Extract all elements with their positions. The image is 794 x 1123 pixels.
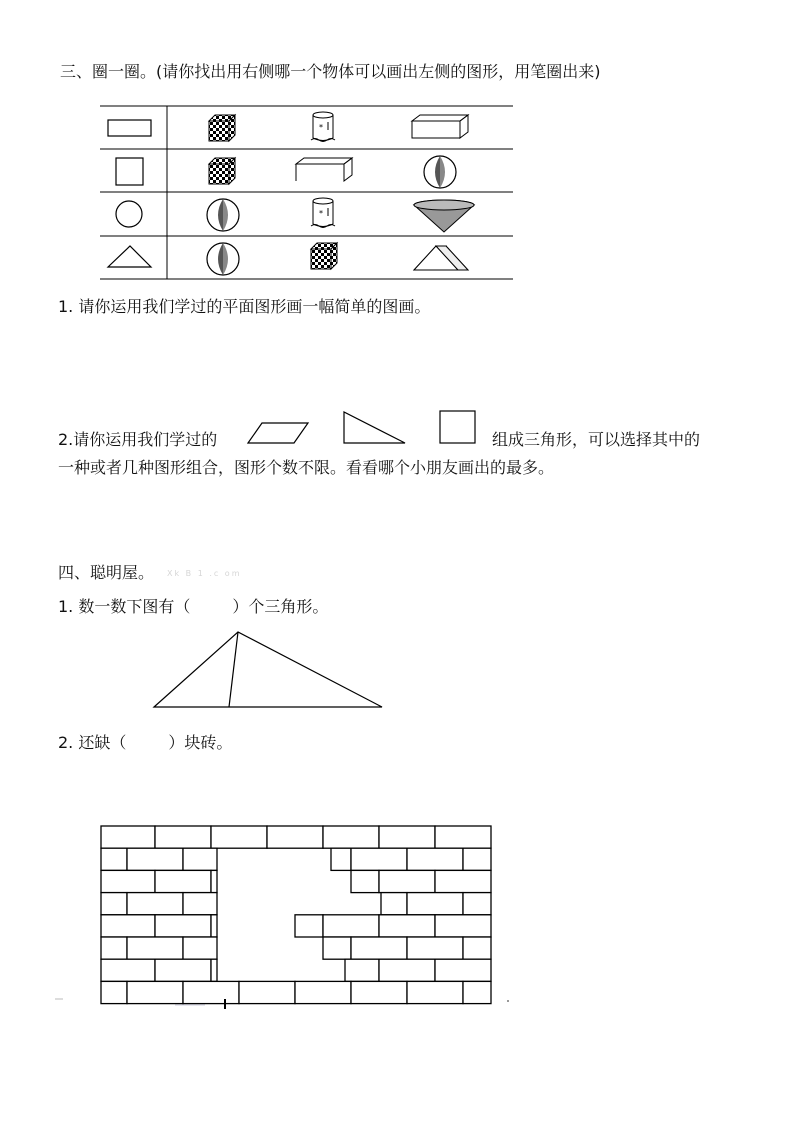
brick bbox=[183, 937, 217, 959]
brick bbox=[101, 893, 127, 915]
brick bbox=[379, 826, 435, 848]
scan-marks bbox=[55, 995, 515, 1011]
cylinder-cup-icon[interactable] bbox=[308, 110, 338, 146]
brick bbox=[463, 848, 491, 870]
brick bbox=[379, 870, 435, 892]
brick bbox=[435, 870, 491, 892]
rubiks-cube-icon[interactable] bbox=[207, 113, 237, 143]
cuboid-icon[interactable] bbox=[410, 113, 470, 141]
brick bbox=[183, 848, 217, 870]
brick bbox=[101, 848, 127, 870]
brick bbox=[211, 915, 217, 937]
svg-text:*: * bbox=[319, 123, 323, 132]
brick bbox=[101, 959, 155, 981]
rubiks-cube-icon[interactable] bbox=[309, 241, 339, 271]
question-2-suffix: 组成三角形，可以选择其中的 bbox=[492, 430, 701, 449]
brick bbox=[211, 826, 267, 848]
brick bbox=[127, 893, 183, 915]
brick bbox=[331, 848, 351, 870]
svg-text:*: * bbox=[319, 209, 323, 218]
brick bbox=[463, 893, 491, 915]
brick bbox=[345, 959, 379, 981]
parallelogram-icon bbox=[246, 421, 310, 445]
circle-shape-icon bbox=[115, 200, 145, 230]
brick bbox=[101, 915, 155, 937]
brick bbox=[155, 959, 211, 981]
brick bbox=[351, 848, 407, 870]
brick bbox=[435, 826, 491, 848]
triangular-prism-icon[interactable] bbox=[410, 242, 472, 274]
rectangle-shape-icon bbox=[107, 119, 153, 139]
brick bbox=[211, 870, 217, 892]
brick bbox=[407, 937, 463, 959]
cone-icon[interactable] bbox=[412, 198, 476, 234]
brick bbox=[435, 915, 491, 937]
brick bbox=[155, 915, 211, 937]
question-1-text-after: ）个三角形。 bbox=[232, 597, 329, 616]
brick bbox=[463, 937, 491, 959]
cylinder-cup-icon[interactable] bbox=[308, 196, 338, 232]
section-3-heading: 三、圈一圈。(请你找出用右侧哪一个物体可以画出左侧的图形，用笔圈出来) bbox=[60, 62, 601, 81]
triangle-counting-figure bbox=[150, 628, 386, 712]
question-1-text-before: 1. 数一数下图有（ bbox=[58, 597, 191, 616]
brick bbox=[407, 893, 463, 915]
cuboid-icon[interactable] bbox=[294, 156, 354, 184]
ball-icon[interactable] bbox=[422, 154, 458, 190]
brick bbox=[323, 915, 379, 937]
brick bbox=[127, 937, 183, 959]
brick bbox=[323, 826, 379, 848]
square-icon bbox=[439, 410, 479, 445]
section-4-question-1 bbox=[58, 597, 328, 617]
brick bbox=[155, 826, 211, 848]
ball-icon[interactable] bbox=[205, 241, 241, 277]
right-triangle-icon bbox=[342, 410, 408, 446]
brick bbox=[351, 870, 379, 892]
question-2-prefix: 2.请你运用我们学过的 bbox=[58, 430, 218, 449]
watermark: Xk B 1 .c om bbox=[167, 569, 242, 578]
brick bbox=[267, 826, 323, 848]
question-2-text-after: ）块砖。 bbox=[168, 733, 233, 752]
section-4-question-2 bbox=[58, 733, 232, 753]
brick bbox=[381, 893, 407, 915]
brick bbox=[155, 870, 211, 892]
brick-wall-figure bbox=[99, 824, 493, 1006]
brick bbox=[101, 826, 155, 848]
question-1-drawing: 1. 请你运用我们学过的平面图形画一幅简单的图画。 bbox=[58, 297, 431, 316]
brick bbox=[407, 848, 463, 870]
brick bbox=[101, 937, 127, 959]
question-2-line2: 一种或者几种图形组合，图形个数不限。看看哪个小朋友画出的最多。 bbox=[58, 458, 555, 477]
triangle-shape-icon bbox=[106, 244, 154, 270]
ball-icon[interactable] bbox=[205, 197, 241, 233]
brick bbox=[435, 959, 491, 981]
section-4-heading: 四、聪明屋。 bbox=[58, 563, 155, 582]
rubiks-cube-icon[interactable] bbox=[207, 156, 237, 186]
brick bbox=[379, 915, 435, 937]
brick bbox=[127, 848, 183, 870]
brick bbox=[323, 937, 351, 959]
brick bbox=[183, 893, 217, 915]
brick bbox=[351, 937, 407, 959]
brick bbox=[379, 959, 435, 981]
brick bbox=[295, 915, 323, 937]
brick bbox=[101, 870, 155, 892]
question-2-text-before: 2. 还缺（ bbox=[58, 733, 127, 752]
square-shape-icon bbox=[115, 157, 145, 187]
brick bbox=[211, 959, 217, 981]
